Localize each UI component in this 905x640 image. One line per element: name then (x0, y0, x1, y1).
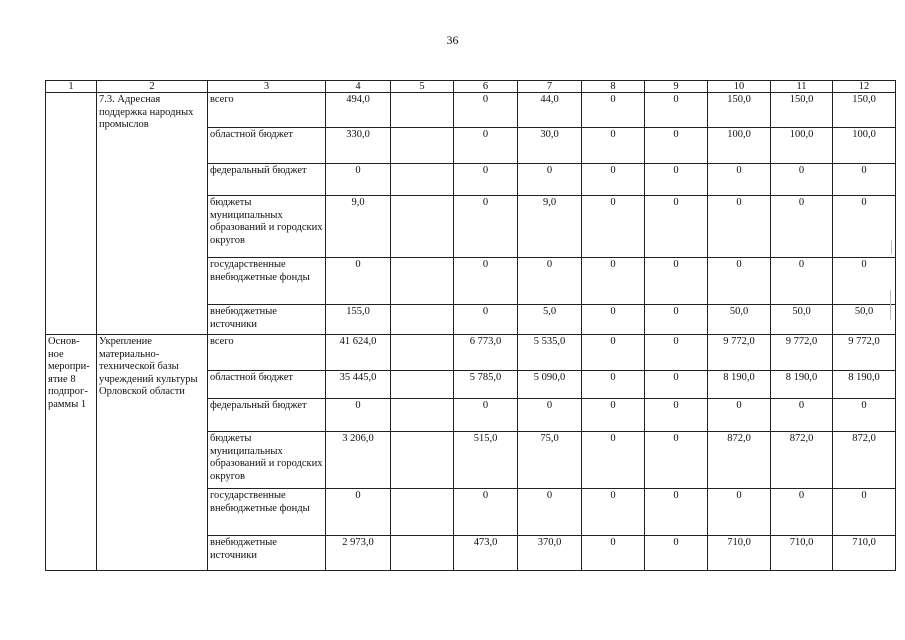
value-cell-c6: 0 (454, 258, 518, 305)
funding-source-cell: государственные внебюджетные фонды (208, 258, 326, 305)
funding-source-cell: федеральный бюджет (208, 164, 326, 196)
funding-source-cell: государственные внебюджетные фонды (208, 489, 326, 536)
value-cell-c10: 50,0 (708, 305, 771, 335)
value-cell-c5 (391, 196, 454, 258)
value-cell-c6: 515,0 (454, 432, 518, 489)
value-cell-c6: 0 (454, 196, 518, 258)
value-cell-c12: 8 190,0 (833, 371, 896, 399)
value-cell-c4: 330,0 (326, 128, 391, 164)
header-cell: 4 (326, 81, 391, 93)
value-cell-c6: 0 (454, 305, 518, 335)
value-cell-c10: 0 (708, 164, 771, 196)
value-cell-c5 (391, 305, 454, 335)
measure-name-cell: 7.3. Адресная поддержка народных промыслов (97, 93, 208, 335)
funding-source-cell: всего (208, 93, 326, 128)
header-cell: 8 (582, 81, 645, 93)
value-cell-c8: 0 (582, 371, 645, 399)
value-cell-c10: 8 190,0 (708, 371, 771, 399)
value-cell-c8: 0 (582, 432, 645, 489)
value-cell-c12: 872,0 (833, 432, 896, 489)
value-cell-c9: 0 (645, 371, 708, 399)
value-cell-c6: 0 (454, 93, 518, 128)
value-cell-c4: 155,0 (326, 305, 391, 335)
value-cell-c12: 0 (833, 164, 896, 196)
value-cell-c5 (391, 399, 454, 432)
scan-artifact (890, 290, 891, 320)
table-body (46, 93, 896, 571)
value-cell-c7: 5 535,0 (518, 335, 582, 371)
header-cell: 12 (833, 81, 896, 93)
value-cell-c7: 0 (518, 164, 582, 196)
value-cell-c9: 0 (645, 258, 708, 305)
value-cell-c11: 100,0 (771, 128, 833, 164)
value-cell-c7: 370,0 (518, 536, 582, 571)
value-cell-c11: 150,0 (771, 93, 833, 128)
value-cell-c9: 0 (645, 305, 708, 335)
value-cell-c10: 100,0 (708, 128, 771, 164)
value-cell-c6: 5 785,0 (454, 371, 518, 399)
funding-source-cell: всего (208, 335, 326, 371)
value-cell-c4: 0 (326, 399, 391, 432)
page-number: 36 (446, 33, 459, 47)
value-cell-c11: 9 772,0 (771, 335, 833, 371)
value-cell-c12: 0 (833, 489, 896, 536)
value-cell-c8: 0 (582, 93, 645, 128)
header-cell: 5 (391, 81, 454, 93)
value-cell-c9: 0 (645, 432, 708, 489)
value-cell-c7: 75,0 (518, 432, 582, 489)
value-cell-c9: 0 (645, 335, 708, 371)
value-cell-c11: 710,0 (771, 536, 833, 571)
value-cell-c9: 0 (645, 399, 708, 432)
value-cell-c5 (391, 371, 454, 399)
table-row (46, 93, 896, 128)
funding-source-cell: федеральный бюджет (208, 399, 326, 432)
value-cell-c6: 0 (454, 399, 518, 432)
value-cell-c5 (391, 128, 454, 164)
value-cell-c10: 0 (708, 196, 771, 258)
value-cell-c5 (391, 489, 454, 536)
budget-table (45, 80, 896, 571)
value-cell-c5 (391, 164, 454, 196)
value-cell-c6: 0 (454, 489, 518, 536)
value-cell-c6: 0 (454, 164, 518, 196)
value-cell-c8: 0 (582, 258, 645, 305)
value-cell-c6: 6 773,0 (454, 335, 518, 371)
header-cell: 9 (645, 81, 708, 93)
value-cell-c4: 0 (326, 258, 391, 305)
funding-source-cell: бюджеты муниципальных образований и городских округов (208, 432, 326, 489)
value-cell-c4: 0 (326, 489, 391, 536)
scan-artifact (891, 240, 892, 254)
funding-source-cell: внебюджетные источники (208, 305, 326, 335)
value-cell-c7: 44,0 (518, 93, 582, 128)
value-cell-c9: 0 (645, 489, 708, 536)
value-cell-c8: 0 (582, 489, 645, 536)
funding-source-cell: внебюджетные источники (208, 536, 326, 571)
funding-source-cell: бюджеты муниципальных образований и городских округов (208, 196, 326, 258)
value-cell-c11: 0 (771, 489, 833, 536)
value-cell-c4: 3 206,0 (326, 432, 391, 489)
value-cell-c10: 872,0 (708, 432, 771, 489)
value-cell-c10: 150,0 (708, 93, 771, 128)
header-cell: 3 (208, 81, 326, 93)
value-cell-c9: 0 (645, 164, 708, 196)
value-cell-c11: 0 (771, 196, 833, 258)
value-cell-c4: 35 445,0 (326, 371, 391, 399)
header-cell: 1 (46, 81, 97, 93)
measure-name-cell: Укрепление материально-технической базы учреждений культуры Орловской области (97, 335, 208, 571)
value-cell-c4: 9,0 (326, 196, 391, 258)
value-cell-c11: 872,0 (771, 432, 833, 489)
value-cell-c7: 0 (518, 399, 582, 432)
value-cell-c10: 0 (708, 399, 771, 432)
header-cell: 7 (518, 81, 582, 93)
funding-source-cell: областной бюджет (208, 128, 326, 164)
value-cell-c11: 0 (771, 164, 833, 196)
header-cell: 6 (454, 81, 518, 93)
value-cell-c7: 30,0 (518, 128, 582, 164)
value-cell-c12: 9 772,0 (833, 335, 896, 371)
value-cell-c6: 473,0 (454, 536, 518, 571)
value-cell-c9: 0 (645, 93, 708, 128)
value-cell-c7: 5,0 (518, 305, 582, 335)
value-cell-c8: 0 (582, 536, 645, 571)
value-cell-c4: 2 973,0 (326, 536, 391, 571)
value-cell-c10: 0 (708, 489, 771, 536)
value-cell-c12: 0 (833, 258, 896, 305)
value-cell-c5 (391, 335, 454, 371)
value-cell-c7: 5 090,0 (518, 371, 582, 399)
value-cell-c10: 0 (708, 258, 771, 305)
value-cell-c10: 9 772,0 (708, 335, 771, 371)
measure-code-cell (46, 93, 97, 335)
value-cell-c8: 0 (582, 335, 645, 371)
value-cell-c6: 0 (454, 128, 518, 164)
value-cell-c11: 0 (771, 258, 833, 305)
value-cell-c5 (391, 432, 454, 489)
table-row (46, 335, 896, 371)
value-cell-c11: 8 190,0 (771, 371, 833, 399)
value-cell-c7: 0 (518, 258, 582, 305)
value-cell-c12: 150,0 (833, 93, 896, 128)
value-cell-c10: 710,0 (708, 536, 771, 571)
value-cell-c9: 0 (645, 536, 708, 571)
value-cell-c11: 0 (771, 399, 833, 432)
value-cell-c8: 0 (582, 305, 645, 335)
value-cell-c7: 9,0 (518, 196, 582, 258)
funding-source-cell: областной бюджет (208, 371, 326, 399)
header-row (46, 81, 896, 93)
value-cell-c4: 0 (326, 164, 391, 196)
value-cell-c5 (391, 258, 454, 305)
value-cell-c9: 0 (645, 128, 708, 164)
header-cell: 11 (771, 81, 833, 93)
value-cell-c12: 0 (833, 399, 896, 432)
value-cell-c8: 0 (582, 128, 645, 164)
value-cell-c8: 0 (582, 164, 645, 196)
value-cell-c4: 41 624,0 (326, 335, 391, 371)
value-cell-c12: 710,0 (833, 536, 896, 571)
value-cell-c4: 494,0 (326, 93, 391, 128)
value-cell-c12: 100,0 (833, 128, 896, 164)
value-cell-c11: 50,0 (771, 305, 833, 335)
value-cell-c12: 0 (833, 196, 896, 258)
header-cell: 10 (708, 81, 771, 93)
measure-code-cell: Основ-ное меропри-ятие 8 подпрог-раммы 1 (46, 335, 97, 571)
value-cell-c9: 0 (645, 196, 708, 258)
value-cell-c8: 0 (582, 399, 645, 432)
value-cell-c12: 50,0 (833, 305, 896, 335)
value-cell-c7: 0 (518, 489, 582, 536)
value-cell-c8: 0 (582, 196, 645, 258)
value-cell-c5 (391, 536, 454, 571)
header-cell: 2 (97, 81, 208, 93)
value-cell-c5 (391, 93, 454, 128)
